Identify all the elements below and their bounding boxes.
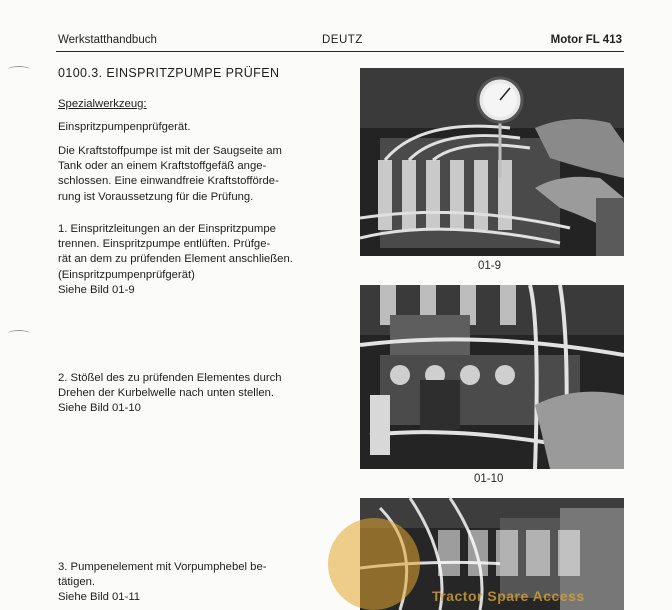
watermark-text: Tractor Spare Access [432,588,585,604]
section-title: 0100.3. EINSPRITZPUMPE PRÜFEN [58,66,280,80]
text-line: 3. Pumpenelement mit Vorpumphebel be- [58,561,267,573]
scan-margin-mark [8,330,30,337]
special-tool-item: Einspritzpumpenprüfgerät. [58,121,191,133]
text-line: rät an dem zu prüfenden Element anschließen. [58,253,293,266]
photo-injection-pump-elements [360,285,624,469]
text-line: (Einspritzpumpenprüfgerät) [58,268,195,281]
header-engine-model: Motor FL 413 [550,34,622,46]
special-tool-heading: Spezialwerkzeug: [58,98,147,110]
text-line: Drehen der Kurbelwelle nach unten stellen. [58,387,275,400]
figure-caption: 01-9 [478,260,502,272]
text-line: schlossen. Eine einwandfreie Kraftstofförde- [58,175,279,188]
text-line: tätigen. [58,576,96,589]
step-2 [58,371,343,417]
text-line: 2. Stößel des zu prüfenden Elementes durch [58,372,282,384]
text-line: rung ist Voraussetzung für die Prüfung. [58,190,254,203]
figure-reference: Siehe Bild 01-11 [58,591,141,604]
step-3 [58,560,343,606]
figure-reference: Siehe Bild 01-9 [58,283,135,296]
header-brand: DEUTZ [322,34,363,46]
text-line: Die Kraftstoffpumpe ist mit der Saugseite am [58,145,282,157]
figure-caption: 01-10 [474,473,504,485]
text-line: trennen. Einspritzpumpe entlüften. Prüfge- [58,238,271,251]
header-manual-title: Werkstatthandbuch [58,34,157,46]
scan-margin-mark [8,66,30,73]
photo-gauge-on-injection-pump [360,68,624,256]
intro-paragraph [58,144,343,205]
text-line: 1. Einspritzleitungen an der Einspritzpumpe [58,223,276,235]
header-rule [56,51,624,52]
text-line: Tank oder an einem Kraftstoffgefäß ange- [58,160,267,173]
figure-reference: Siehe Bild 01-10 [58,402,141,415]
step-1 [58,222,343,298]
